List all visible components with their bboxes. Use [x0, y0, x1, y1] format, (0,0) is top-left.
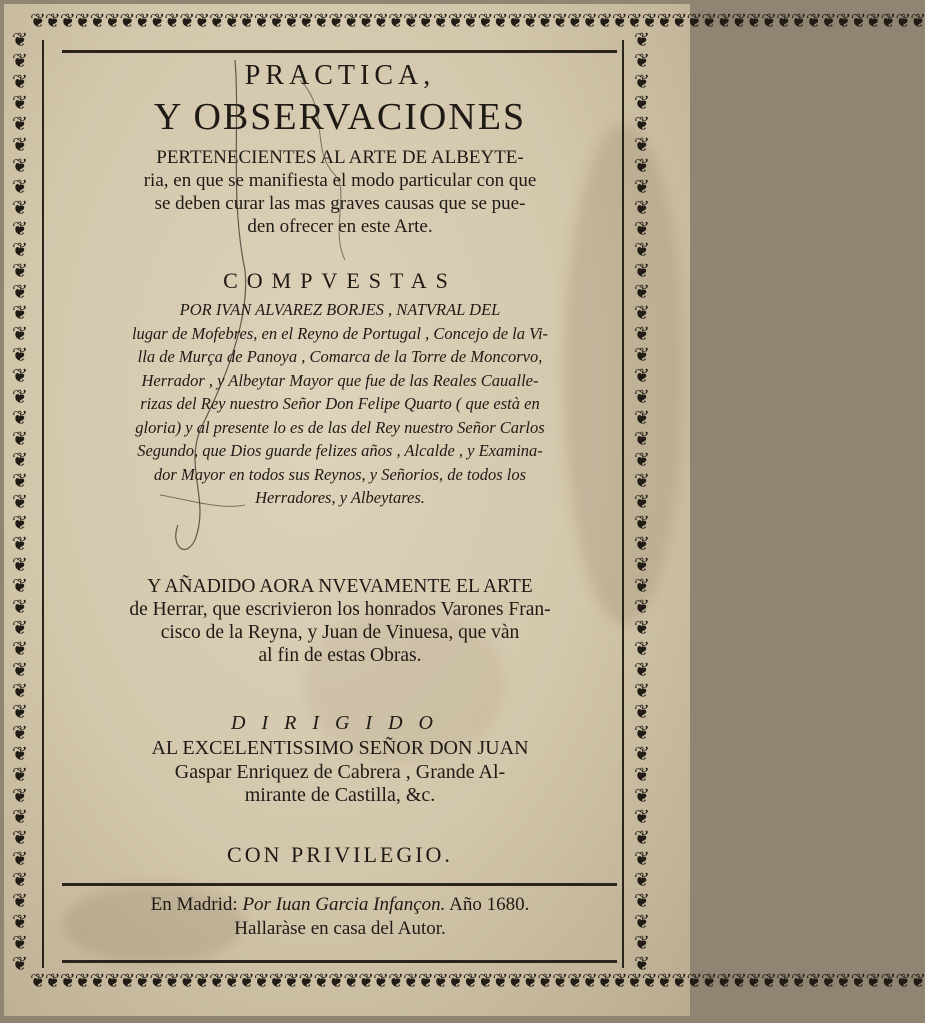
subtitle-line: ria, en que se manifiesta el modo particular con que: [143, 170, 537, 191]
author-block: [60, 298, 620, 510]
dedication-block: [60, 737, 620, 808]
author-line: rizas del Rey nuestro Señor Don Felipe Quarto ( que està en: [140, 394, 540, 413]
author-line: Herrador , y Albeytar Mayor que fue de las Reales Caualle-: [141, 370, 539, 390]
imprint-line-2: Hallaràse en casa del Autor.: [234, 918, 446, 939]
anadido-block: [60, 575, 620, 667]
author-line: Segundo, que Dios guarde felizes años , Alcalde , y Examina-: [137, 441, 543, 460]
compuestas-heading: COMPVESTAS: [223, 268, 457, 293]
author-line: dor Mayor en todos sus Reynos, y Señorios, de todos los: [153, 464, 527, 484]
anadido-line: Y AÑADIDO AORA NVEVAMENTE EL ARTE: [147, 576, 533, 597]
anadido-line: al fin de estas Obras.: [258, 645, 422, 666]
title-observaciones: Y OBSERVACIONES: [153, 96, 527, 138]
rule-top: [62, 50, 617, 53]
author-line: lla de Murça de Panoya , Comarca de la Torre de Moncorvo,: [137, 347, 543, 366]
privilegio-line: CON PRIVILEGIO.: [227, 842, 453, 867]
dedication-line: mirante de Castilla, &c.: [244, 784, 436, 806]
title-practica: PRACTICA,: [244, 60, 436, 91]
ornament-border-top: ❦❦❦❦❦❦❦❦❦❦❦❦❦❦❦❦❦❦❦❦❦❦❦❦❦❦❦❦❦❦❦❦❦❦❦❦❦❦❦❦❦❦❦❦❦❦❦❦❦❦❦❦❦❦❦❦❦❦❦❦: [30, 10, 925, 32]
imprint-printer: Por Iuan Garcia Infançon.: [242, 894, 446, 915]
ornament-border-left: ❦❦❦❦❦❦❦❦❦❦❦❦❦❦❦❦❦❦❦❦❦❦❦❦❦❦❦❦❦❦❦❦❦❦❦❦❦❦❦❦❦❦❦❦❦: [12, 29, 28, 975]
subtitle: [60, 146, 620, 238]
ornament-border-bottom: ❦❦❦❦❦❦❦❦❦❦❦❦❦❦❦❦❦❦❦❦❦❦❦❦❦❦❦❦❦❦❦❦❦❦❦❦❦❦❦❦❦❦❦❦❦❦❦❦❦❦❦❦❦❦❦❦❦❦❦❦: [30, 970, 925, 992]
imprint-line-1: [60, 893, 620, 917]
dirigido-heading: DIRIGIDO: [231, 712, 449, 734]
dedication-line: Gaspar Enriquez de Cabrera , Grande Al-: [174, 760, 506, 783]
rule-above-imprint: [62, 883, 617, 886]
imprint-year: Año 1680.: [449, 894, 530, 915]
subtitle-line: den ofrecer en este Arte.: [247, 216, 433, 237]
author-line: POR IVAN ALVAREZ BORJES , NATVRAL DEL: [179, 300, 501, 319]
rule-bottom: [62, 960, 617, 963]
author-line: lugar de Mofebres, en el Reyno de Portugal , Concejo de la Vi-: [131, 323, 549, 343]
author-line: gloria) y al presente lo es de las del Rey nuestro Señor Carlos: [135, 417, 545, 437]
anadido-line: cisco de la Reyna, y Juan de Vinuesa, que vàn: [160, 622, 520, 643]
author-line: Herradores, y Albeytares.: [255, 488, 425, 507]
dedication-line: AL EXCELENTISSIMO SEÑOR DON JUAN: [151, 737, 529, 759]
anadido-line: de Herrar, que escrivieron los honrados Varones Fran-: [129, 599, 551, 620]
subtitle-line: se deben curar las mas graves causas que se pue-: [154, 193, 526, 214]
subtitle-line: PERTENECIENTES AL ARTE DE ALBEYTE-: [156, 147, 524, 168]
ornament-border-right: ❦❦❦❦❦❦❦❦❦❦❦❦❦❦❦❦❦❦❦❦❦❦❦❦❦❦❦❦❦❦❦❦❦❦❦❦❦❦❦❦❦❦❦❦❦: [634, 29, 650, 975]
imprint-place: En Madrid:: [150, 894, 238, 915]
imprint-block: [60, 893, 620, 941]
